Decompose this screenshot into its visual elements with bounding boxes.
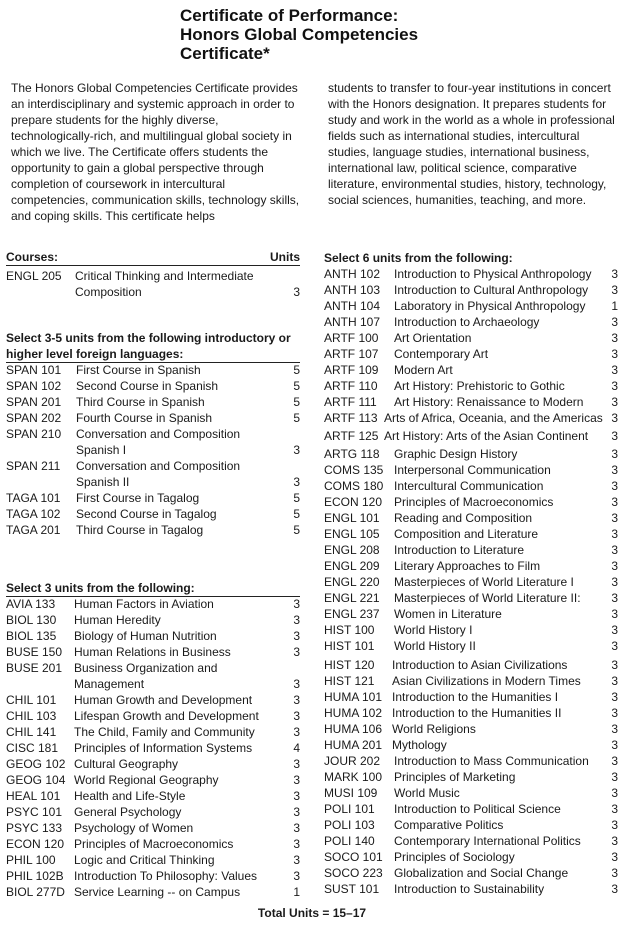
course-row <box>6 756 300 772</box>
course-row <box>324 362 618 378</box>
course-title: Graphic Design History <box>394 447 518 461</box>
course-row <box>324 410 618 426</box>
course-title: Principles of Macroeconomics <box>74 837 234 851</box>
course-code: PSYC 101 <box>6 805 63 819</box>
course-code: CISC 181 <box>6 741 59 755</box>
course-code: ANTH 104 <box>324 299 381 313</box>
course-units: 3 <box>293 613 300 627</box>
course-row <box>6 378 300 394</box>
course-code: MUSI 109 <box>324 786 378 800</box>
course-row <box>6 692 300 708</box>
course-units: 3 <box>611 770 618 784</box>
course-row <box>324 330 618 346</box>
course-code: SPAN 101 <box>6 363 62 377</box>
course-units: 3 <box>293 757 300 771</box>
course-code: BIOL 277D <box>6 885 65 899</box>
course-code: HIST 121 <box>324 674 375 688</box>
course-title: Art History: Prehistoric to Gothic <box>394 379 565 393</box>
course-title: Cultural Geography <box>74 757 179 771</box>
course-units: 3 <box>611 882 618 896</box>
intro-paragraph-left: The Honors Global Competencies Certificate provides an interdisciplinary and systemic approach in order to prepare students for the highly diverse, technologically-rich, and multilingual global society in which we live. The Certificate offers students the opportunity to gain a global perspective through completion of coursework in intercultural competencies, communication skills, technology skills, and coping skills. This certificate helps <box>11 81 300 223</box>
course-row <box>6 362 300 378</box>
course-title: Introduction to Asian Civilizations <box>392 658 568 672</box>
course-code: HIST 101 <box>324 639 375 653</box>
course-units: 3 <box>611 591 618 605</box>
course-units: 3 <box>611 411 618 425</box>
course-code: ENGL 205 <box>6 269 62 283</box>
course-code: GEOG 104 <box>6 773 66 787</box>
course-code: SPAN 102 <box>6 379 62 393</box>
course-code: HIST 100 <box>324 623 375 637</box>
course-row <box>6 628 300 644</box>
course-units: 3 <box>611 315 618 329</box>
course-row <box>324 881 618 897</box>
course-row <box>324 558 618 574</box>
course-units: 3 <box>293 805 300 819</box>
course-code: ENGL 105 <box>324 527 380 541</box>
course-title: Contemporary International Politics <box>394 834 581 848</box>
course-units: 1 <box>611 299 618 313</box>
course-row <box>6 612 300 628</box>
course-title: Composition and Literature <box>394 527 539 541</box>
course-title: Human Relations in Business <box>74 645 231 659</box>
course-code: ENGL 237 <box>324 607 380 621</box>
course-title: Principles of Sociology <box>394 850 515 864</box>
course-row <box>324 737 618 753</box>
course-code: ARTG 118 <box>324 447 380 461</box>
course-code: CHIL 103 <box>6 709 57 723</box>
course-units: 3 <box>611 818 618 832</box>
course-units: 3 <box>611 802 618 816</box>
course-row <box>6 596 300 612</box>
title-line-2: Honors Global Competencies <box>180 25 419 44</box>
course-row <box>324 689 618 705</box>
course-row <box>6 852 300 868</box>
three-units-section-header: Select 3 units from the following: <box>6 580 300 597</box>
course-title: Arts of Africa, Oceania, and the Americas <box>384 411 603 425</box>
course-title: Comparative Politics <box>394 818 504 832</box>
course-code: HUMA 106 <box>324 722 383 736</box>
course-row <box>324 769 618 785</box>
course-units: 3 <box>611 283 618 297</box>
course-code: ENGL 209 <box>324 559 380 573</box>
course-units: 3 <box>293 693 300 707</box>
course-title: General Psychology <box>74 805 182 819</box>
course-title: Principles of Macroeconomics <box>394 495 554 509</box>
course-title: Interpersonal Communication <box>394 463 551 477</box>
course-units: 3 <box>611 495 618 509</box>
course-title: The Child, Family and Community <box>74 725 255 739</box>
course-code: BUSE 201 <box>6 661 63 675</box>
course-units: 3 <box>611 511 618 525</box>
course-code: SPAN 202 <box>6 411 62 425</box>
course-units: 3 <box>293 869 300 883</box>
course-row <box>324 817 618 833</box>
language-section-header: Select 3-5 units from the following introductory or higher level foreign languages: <box>6 330 300 363</box>
course-code: ECON 120 <box>6 837 65 851</box>
course-code: ARTF 100 <box>324 331 379 345</box>
course-code: PHIL 100 <box>6 853 56 867</box>
course-code: HUMA 201 <box>324 738 383 752</box>
course-code: HUMA 101 <box>324 690 383 704</box>
course-title: First Course in Tagalog <box>76 491 200 505</box>
course-code: ARTF 111 <box>324 395 377 409</box>
course-units: 3 <box>611 674 618 688</box>
course-title: Fourth Course in Spanish <box>76 411 213 425</box>
course-code: MARK 100 <box>324 770 383 784</box>
course-row <box>324 542 618 558</box>
course-title: Health and Life-Style <box>74 789 186 803</box>
course-row <box>6 394 300 410</box>
course-code: GEOG 102 <box>6 757 66 771</box>
course-title: Psychology of Women <box>74 821 194 835</box>
course-title: Service Learning -- on Campus <box>74 885 241 899</box>
title-line-3: Certificate* <box>180 44 270 63</box>
course-title: First Course in Spanish <box>76 363 201 377</box>
course-units: 3 <box>293 677 300 691</box>
course-code: ECON 120 <box>324 495 383 509</box>
course-row <box>324 462 618 478</box>
course-units: 3 <box>611 363 618 377</box>
course-code: POLI 103 <box>324 818 375 832</box>
course-code: JOUR 202 <box>324 754 381 768</box>
course-code: SUST 101 <box>324 882 380 896</box>
course-row <box>324 657 618 673</box>
course-row <box>6 740 300 756</box>
course-code: SPAN 210 <box>6 427 62 441</box>
course-units: 3 <box>611 347 618 361</box>
course-title: Introduction To Philosophy: Values <box>74 869 258 883</box>
course-units: 3 <box>293 837 300 851</box>
course-code: ANTH 103 <box>324 283 381 297</box>
course-title: Laboratory in Physical Anthropology <box>394 299 586 313</box>
course-title: Human Growth and Development <box>74 693 253 707</box>
course-title: Second Course in Tagalog <box>76 507 217 521</box>
course-code: ARTF 107 <box>324 347 379 361</box>
course-title: Introduction to the Humanities II <box>392 706 562 720</box>
course-row <box>6 788 300 804</box>
course-row <box>324 428 618 444</box>
course-row <box>324 510 618 526</box>
course-units: 3 <box>293 709 300 723</box>
course-title: Introduction to Archaeology <box>394 315 540 329</box>
course-units: 3 <box>611 559 618 573</box>
course-row <box>6 884 300 900</box>
course-title: World Regional Geography <box>74 773 219 787</box>
course-title: Masterpieces of World Literature I <box>394 575 574 589</box>
courses-label: Courses: <box>6 250 59 264</box>
course-row <box>6 868 300 884</box>
course-title: World History I <box>394 623 473 637</box>
course-units: 5 <box>293 491 300 505</box>
course-code: ARTF 110 <box>324 379 378 393</box>
page-title <box>180 6 480 63</box>
course-title: Introduction to Literature <box>394 543 525 557</box>
course-code: SPAN 211 <box>6 459 61 473</box>
course-title: Principles of Information Systems <box>74 741 253 755</box>
course-title: Introduction to Political Science <box>394 802 561 816</box>
course-code: ENGL 220 <box>324 575 380 589</box>
course-row <box>324 446 618 462</box>
course-units: 3 <box>611 722 618 736</box>
course-title: Art History: Arts of the Asian Continent <box>384 429 589 443</box>
course-title: Intercultural Communication <box>394 479 544 493</box>
course-row <box>6 836 300 852</box>
course-title: Human Factors in Aviation <box>74 597 214 611</box>
course-row <box>324 606 618 622</box>
course-units: 3 <box>611 754 618 768</box>
course-row <box>324 494 618 510</box>
course-row <box>6 708 300 724</box>
course-code: SPAN 201 <box>6 395 62 409</box>
course-row <box>6 820 300 836</box>
course-row <box>324 266 618 282</box>
course-units: 5 <box>293 507 300 521</box>
course-row <box>324 833 618 849</box>
course-code: ENGL 208 <box>324 543 380 557</box>
course-units: 5 <box>293 411 300 425</box>
course-units: 3 <box>293 645 300 659</box>
course-row <box>6 724 300 740</box>
course-code: ANTH 102 <box>324 267 381 281</box>
course-units: 5 <box>293 363 300 377</box>
course-code: ENGL 101 <box>324 511 380 525</box>
course-code: TAGA 102 <box>6 507 61 521</box>
course-row <box>324 590 618 606</box>
course-units: 3 <box>611 850 618 864</box>
course-code: ARTF 109 <box>324 363 379 377</box>
course-row <box>6 426 300 458</box>
course-row <box>324 526 618 542</box>
course-row <box>324 721 618 737</box>
title-line-1: Certificate of Performance: <box>180 6 399 25</box>
course-code: ENGL 221 <box>324 591 380 605</box>
course-units: 3 <box>611 866 618 880</box>
course-code: POLI 140 <box>324 834 375 848</box>
course-code: CHIL 101 <box>6 693 57 707</box>
course-units: 3 <box>611 463 618 477</box>
course-units: 3 <box>611 575 618 589</box>
course-units: 3 <box>293 853 300 867</box>
course-title: Business Organization and Management <box>74 661 218 691</box>
course-title: Conversation and Composition Spanish II <box>76 459 241 489</box>
course-row <box>324 622 618 638</box>
course-row <box>324 478 618 494</box>
course-row <box>6 268 300 300</box>
course-units: 3 <box>611 834 618 848</box>
course-row <box>6 506 300 522</box>
course-code: BIOL 130 <box>6 613 57 627</box>
course-title: Women in Literature <box>394 607 502 621</box>
course-units: 5 <box>293 395 300 409</box>
course-units: 3 <box>611 786 618 800</box>
course-title: Asian Civilizations in Modern Times <box>392 674 581 688</box>
course-units: 3 <box>611 706 618 720</box>
course-units: 3 <box>293 597 300 611</box>
course-code: PHIL 102B <box>6 869 64 883</box>
course-title: Introduction to the Humanities I <box>392 690 559 704</box>
course-row <box>324 298 618 314</box>
course-row <box>324 314 618 330</box>
course-code: PSYC 133 <box>6 821 63 835</box>
course-units: 3 <box>293 725 300 739</box>
course-row <box>324 282 618 298</box>
course-row <box>324 865 618 881</box>
course-units: 4 <box>293 741 300 755</box>
course-title: World History II <box>394 639 476 653</box>
course-code: SOCO 101 <box>324 850 383 864</box>
course-code: COMS 180 <box>324 479 384 493</box>
course-title: Literary Approaches to Film <box>394 559 541 573</box>
course-units: 5 <box>293 523 300 537</box>
course-units: 3 <box>611 479 618 493</box>
course-units: 3 <box>611 690 618 704</box>
course-title: Third Course in Spanish <box>76 395 205 409</box>
course-code: BUSE 150 <box>6 645 63 659</box>
course-title: Introduction to Cultural Anthropology <box>394 283 589 297</box>
course-title: Lifespan Growth and Development <box>74 709 259 723</box>
course-row <box>324 705 618 721</box>
course-code: ARTF 113 <box>324 411 378 425</box>
course-row <box>6 644 300 660</box>
course-title: Logic and Critical Thinking <box>74 853 215 867</box>
course-code: HUMA 102 <box>324 706 383 720</box>
course-code: CHIL 141 <box>6 725 57 739</box>
course-code: TAGA 101 <box>6 491 61 505</box>
course-row <box>324 785 618 801</box>
course-units: 3 <box>611 429 618 443</box>
course-row <box>324 378 618 394</box>
units-label: Units <box>270 250 300 264</box>
course-title: Art Orientation <box>394 331 472 345</box>
course-title: Conversation and Composition Spanish I <box>76 427 241 457</box>
course-units: 3 <box>611 738 618 752</box>
course-title: Art History: Renaissance to Modern <box>394 395 584 409</box>
course-title: Masterpieces of World Literature II: <box>394 591 581 605</box>
course-code: POLI 101 <box>324 802 375 816</box>
course-title: Contemporary Art <box>394 347 489 361</box>
course-units: 3 <box>611 331 618 345</box>
course-title: Third Course in Tagalog <box>76 523 204 537</box>
course-row <box>6 804 300 820</box>
course-title: Mythology <box>392 738 447 752</box>
course-units: 3 <box>293 285 300 299</box>
course-units: 3 <box>611 658 618 672</box>
course-row <box>324 638 618 654</box>
course-title: Human Heredity <box>74 613 161 627</box>
course-units: 3 <box>611 607 618 621</box>
course-code: TAGA 201 <box>6 523 61 537</box>
course-units: 3 <box>611 543 618 557</box>
course-title: World Religions <box>392 722 476 736</box>
total-units: Total Units = 15–17 <box>257 906 367 920</box>
course-title: Second Course in Spanish <box>76 379 219 393</box>
course-title: Reading and Composition <box>394 511 533 525</box>
course-row <box>6 490 300 506</box>
course-units: 3 <box>611 379 618 393</box>
course-code: HIST 120 <box>324 658 375 672</box>
course-code: BIOL 135 <box>6 629 57 643</box>
course-code: AVIA 133 <box>6 597 56 611</box>
course-title: Introduction to Physical Anthropology <box>394 267 592 281</box>
course-code: ARTF 125 <box>324 429 379 443</box>
course-code: COMS 135 <box>324 463 384 477</box>
course-units: 3 <box>611 527 618 541</box>
course-row <box>6 458 300 490</box>
course-units: 3 <box>293 789 300 803</box>
course-row <box>324 394 618 410</box>
course-units: 3 <box>293 443 300 457</box>
course-title: Modern Art <box>394 363 453 377</box>
course-row <box>6 410 300 426</box>
intro-paragraph-right: students to transfer to four-year institutions in concert with the Honors designation. It prepares students for study and work in the world as a whole in professional fields such as international studies, intercultural studies, language studies, international business, international law, political science, comparative literature, environmental studies, history, technology, social sciences, humanities, teaching, and more. <box>328 81 615 207</box>
course-row <box>324 849 618 865</box>
course-units: 3 <box>611 267 618 281</box>
course-code: ANTH 107 <box>324 315 381 329</box>
six-units-section-header: Select 6 units from the following: <box>324 251 513 265</box>
course-row <box>324 753 618 769</box>
course-row <box>6 522 300 538</box>
course-row <box>6 772 300 788</box>
course-title: Introduction to Mass Communication <box>394 754 589 768</box>
course-units: 3 <box>293 773 300 787</box>
course-title: Introduction to Sustainability <box>394 882 545 896</box>
course-units: 3 <box>611 623 618 637</box>
course-row <box>324 574 618 590</box>
course-title: Critical Thinking and Intermediate Composition <box>75 269 254 299</box>
course-row <box>324 346 618 362</box>
course-row <box>6 660 300 692</box>
course-row <box>324 673 618 689</box>
course-units: 3 <box>293 821 300 835</box>
course-title: Globalization and Social Change <box>394 866 569 880</box>
courses-header <box>6 250 300 266</box>
course-units: 3 <box>611 447 618 461</box>
course-units: 3 <box>293 629 300 643</box>
course-units: 3 <box>293 475 300 489</box>
course-code: HEAL 101 <box>6 789 61 803</box>
course-units: 1 <box>293 885 300 899</box>
course-row <box>324 801 618 817</box>
course-title: Principles of Marketing <box>394 770 516 784</box>
course-units: 5 <box>293 379 300 393</box>
course-units: 3 <box>611 395 618 409</box>
course-title: World Music <box>394 786 460 800</box>
course-code: SOCO 223 <box>324 866 383 880</box>
course-title: Biology of Human Nutrition <box>74 629 217 643</box>
course-units: 3 <box>611 639 618 653</box>
